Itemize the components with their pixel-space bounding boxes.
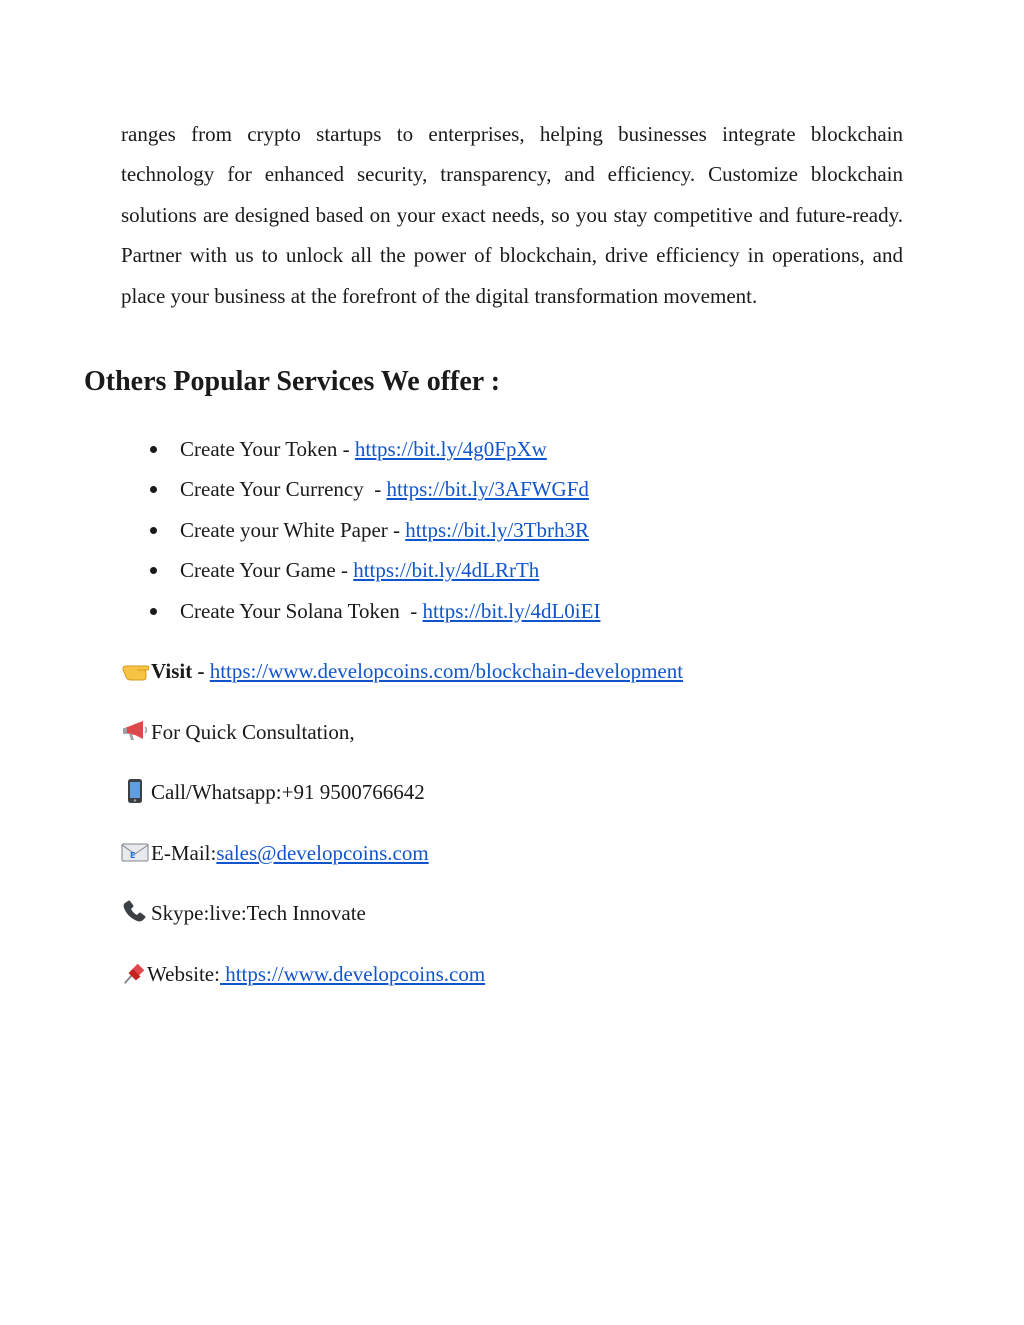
list-item bbox=[150, 429, 600, 469]
website-line bbox=[121, 959, 485, 989]
list-item bbox=[150, 469, 600, 509]
skype-line bbox=[121, 898, 366, 928]
telephone-receiver-icon bbox=[121, 900, 149, 924]
service-link-solana-token[interactable]: https://bit.ly/4dL0iEI bbox=[422, 598, 601, 623]
service-link-game[interactable]: https://bit.ly/4dLRrTh bbox=[353, 558, 540, 583]
bullet-icon bbox=[150, 608, 157, 615]
service-link-white-paper[interactable]: https://bit.ly/3Tbrh3R bbox=[405, 517, 590, 542]
call-label: Call/Whatsapp:+91 9500766642 bbox=[151, 780, 425, 804]
call-line bbox=[121, 777, 425, 807]
megaphone-icon bbox=[121, 719, 149, 743]
mobile-phone-icon bbox=[121, 779, 149, 803]
list-item bbox=[150, 550, 600, 590]
visit-line bbox=[121, 656, 683, 686]
list-item bbox=[150, 510, 600, 550]
service-label: Create your White Paper - bbox=[180, 517, 406, 542]
pushpin-icon bbox=[121, 961, 147, 985]
visit-label: Visit - bbox=[151, 659, 210, 683]
email-label: E-Mail: bbox=[151, 841, 217, 865]
visit-link[interactable]: https://www.developcoins.com/blockchain-development bbox=[209, 659, 684, 683]
intro-paragraph: ranges from crypto startups to enterprises, helping businesses integrate blockchain technology for enhanced security, transparency, and efficiency. Customize blockchain solutions are designed based on your exact needs, so you stay competitive and future-ready. Partner with us to unlock all the power of blockchain, drive efficiency in operations, and place your business at the forefront of the digital transformation movement. bbox=[121, 122, 903, 308]
service-label: Create Your Token - bbox=[180, 437, 355, 461]
pointing-hand-icon bbox=[121, 658, 149, 682]
services-list bbox=[150, 429, 600, 631]
service-link-token[interactable]: https://bit.ly/4g0FpXw bbox=[354, 437, 547, 461]
svg-text:E: E bbox=[130, 851, 136, 860]
bullet-icon bbox=[150, 486, 157, 493]
service-link-currency[interactable]: https://bit.ly/3AFWGFd bbox=[386, 477, 589, 502]
skype-label: Skype:live:Tech Innovate bbox=[151, 901, 366, 925]
bullet-icon bbox=[150, 446, 157, 453]
section-heading: Others Popular Services We offer : bbox=[84, 366, 501, 397]
email-link[interactable]: sales@developcoins.com bbox=[216, 841, 429, 865]
website-link[interactable]: https://www.developcoins.com bbox=[219, 962, 486, 986]
consultation-line bbox=[121, 717, 355, 747]
email-icon bbox=[121, 840, 149, 864]
bullet-icon bbox=[150, 527, 157, 534]
service-label: Create Your Currency - bbox=[180, 477, 387, 502]
email-line bbox=[121, 838, 429, 868]
website-label: Website: bbox=[147, 962, 220, 986]
service-label: Create Your Game - bbox=[180, 558, 354, 583]
list-item bbox=[150, 591, 600, 631]
bullet-icon bbox=[150, 567, 157, 574]
consultation-label: For Quick Consultation, bbox=[151, 720, 355, 744]
service-label: Create Your Solana Token - bbox=[180, 598, 423, 623]
